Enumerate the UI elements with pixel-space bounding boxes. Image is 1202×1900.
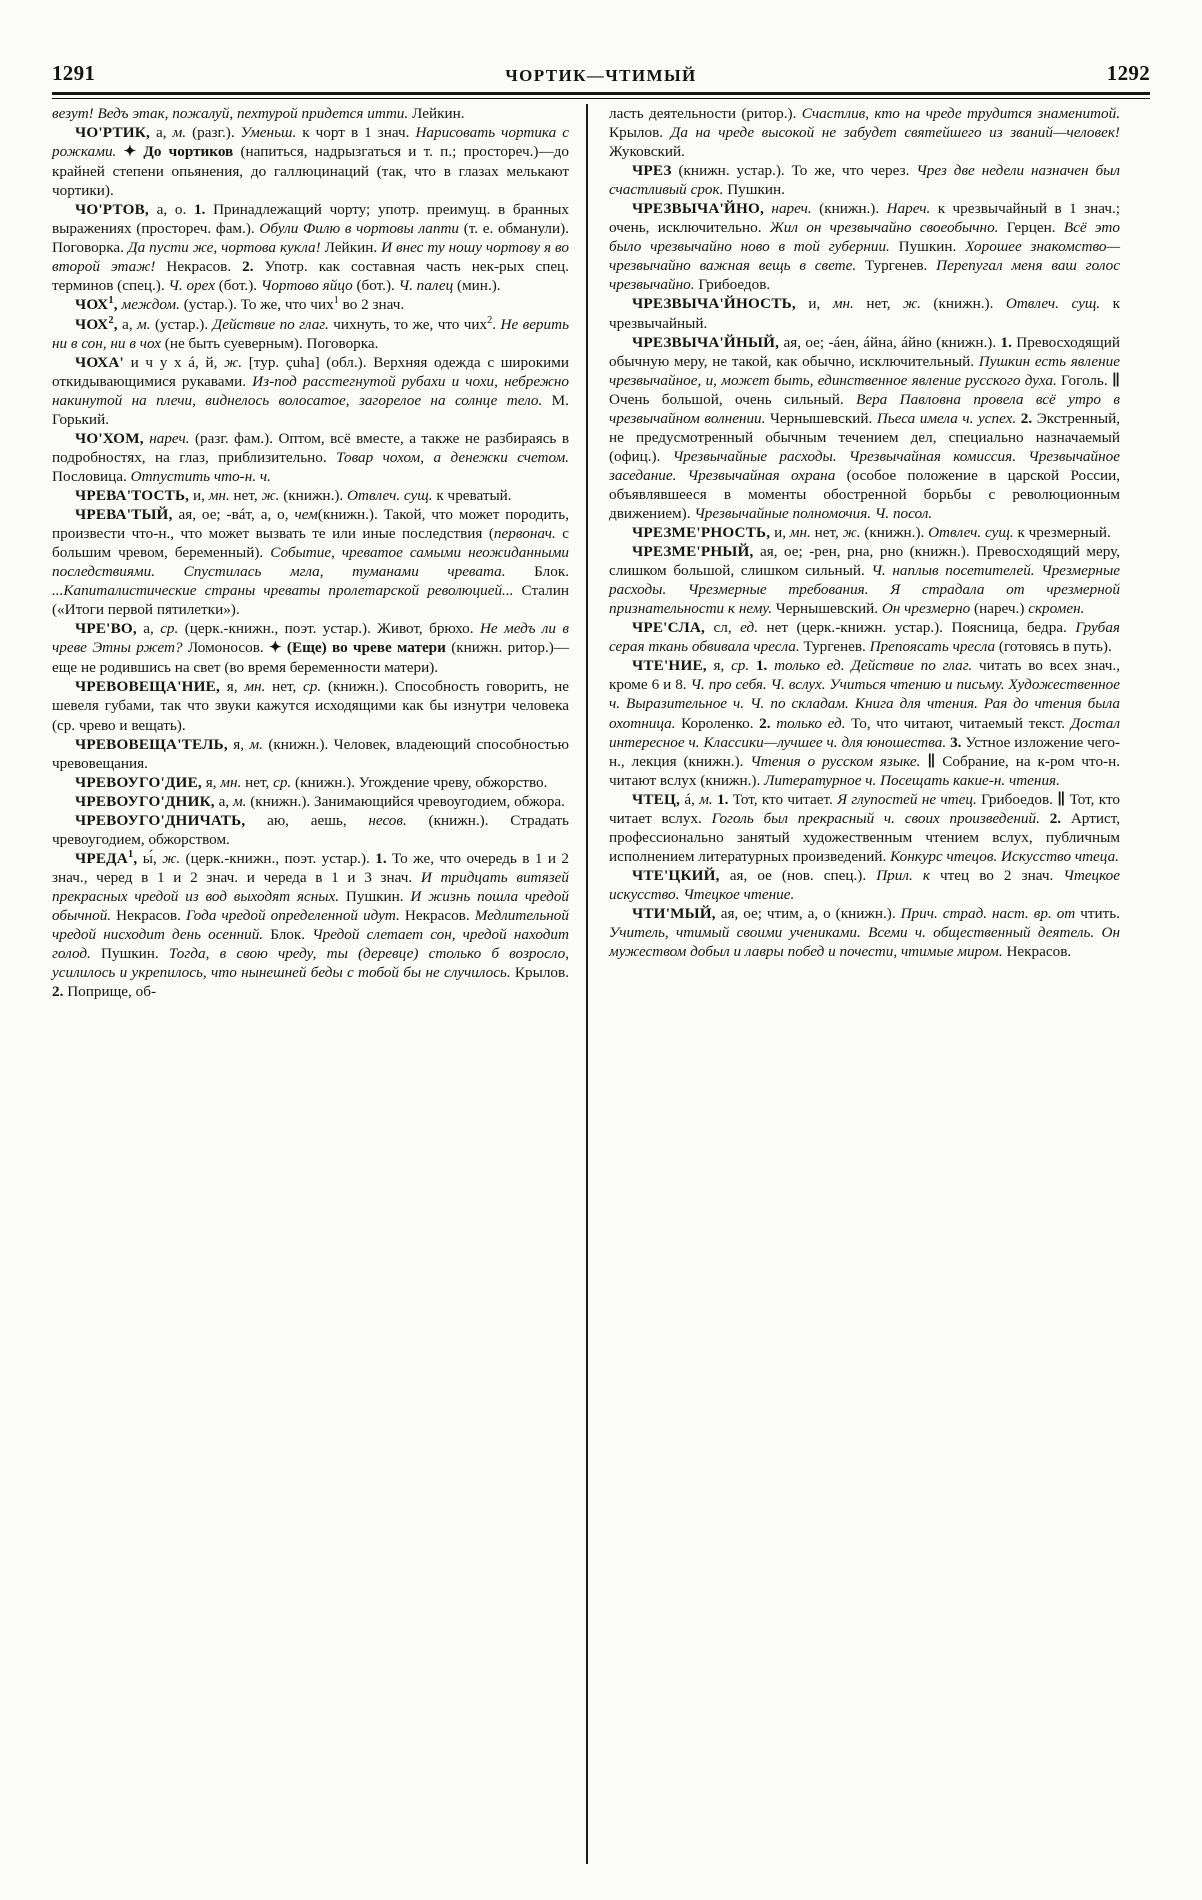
- dictionary-entry: [609, 523, 1120, 542]
- dictionary-entry: [52, 619, 569, 677]
- entry-text: ЧРЕВОВЕЩА'ТЕЛЬ, я, м. (книжн.). Человек, владеющий способностью чревовещания.: [52, 735, 569, 772]
- entry-text: ЧРЕВА'ТЫЙ, ая, ое; -вáт, а, о, чем(книжн.). Такой, что может породить, произвести что-н., что может вызвать те или иные последствия (первонач. с большим чревом, беременный). Событие, чреватое самыми неожиданными последствиями. Спустилась мгла, туманами чревата. Блок. ...Капиталистические страны чреваты пролетарской революцией... Сталин («Итоги первой пятилетки»).: [52, 505, 569, 619]
- column-right: [586, 104, 1120, 1864]
- folio-left: 1291: [52, 61, 96, 85]
- dictionary-entry: [52, 811, 569, 849]
- dictionary-entry: [52, 505, 569, 619]
- dictionary-entry: [609, 866, 1120, 904]
- entry-text: ЧРЕЗВЫЧА'ЙНОСТЬ, и, мн. нет, ж. (книжн.). Отвлеч. сущ. к чрезвычайный.: [609, 295, 1120, 332]
- dictionary-entry: [52, 773, 569, 792]
- dictionary-entry: [52, 353, 569, 429]
- dictionary-entry: [609, 294, 1120, 332]
- entry-text: ЧТИ'МЫЙ, ая, ое; чтим, а, о (книжн.). Прич. страд. наст. вр. от чтить. Учитель, чтимый своими учениками. Всеми ч. общественный деятель. Он мужеством добыл и лавры побед и почести, чтимые миром. Некрасов.: [609, 904, 1120, 961]
- dictionary-entry: [609, 333, 1120, 523]
- dictionary-entry: [52, 486, 569, 505]
- dictionary-entry: [609, 904, 1120, 961]
- entry-text: ЧТЕЦ, á, м. 1. Тот, кто читает. Я глупостей не чтец. Грибоедов. ∥ Тот, кто читает вслух. Гоголь был прекрасный ч. своих произведений. 2. Артист, профессионально занятый художественным чтением вслух, публичным исполнением литературных произведений. Конкурс чтецов. Искусство чтеца.: [609, 790, 1120, 865]
- dictionary-entry: [52, 295, 569, 314]
- entry-text: ЧРЕЗ (книжн. устар.). То же, что через. Чрез две недели назначен был счастливый срок. Пушкин.: [609, 162, 1120, 199]
- entry-text: ЧО'РТИК, а, м. (разг.). Уменьш. к чорт в 1 знач. Нарисовать чортика с рожками. ✦ До чортиков (напиться, надрызгаться и т. п.; простореч.)—до крайней степени опьянения, до галлюцинаций (так, что в глазах мелькают чортики).: [52, 124, 569, 200]
- dictionary-entry: [609, 790, 1120, 866]
- entry-text: ЧТЕ'НИЕ, я, ср. 1. только ед. Действие по глаг. читать во всех знач., кроме 6 и 8. Ч. про себя. Ч. вслух. Учиться чтению и письму. Художественное ч. Выразительное ч. Ч. по складам. Книга для чтения. Рая до чтения была охотница. Короленко. 2. только ед. То, что читают, читаемый текст. Достал интересное ч. Классики—лучшее ч. для юношества. 3. Устное изложение чего-н., лекция (книжн.). Чтения о русском языке. ∥ Собрание, на к-ром что-н. читают вслух (книжн.). Литературное ч. Посещать какие-н. чтения.: [609, 657, 1121, 789]
- entry-text: ЧРЕЗВЫЧА'ЙНО, нареч. (книжн.). Нареч. к чрезвычайный в 1 знач.; очень, исключительно. Жил он чрезвычайно своеобычно. Герцен. Всё это было чрезвычайно ново в той губернии. Пушкин. Хорошее знакомство—чрезвычайно важная вещь в свете. Тургенев. Перепугал меня ваш голос чрезвычайно. Грибоедов.: [609, 200, 1121, 294]
- entry-text: ЧРЕВОУГО'ДИЕ, я, мн. нет, ср. (книжн.). Угождение чреву, обжорство.: [75, 773, 548, 791]
- dictionary-entry: [52, 200, 569, 295]
- dictionary-entry: [609, 542, 1120, 618]
- entry-text: ЧРЕВА'ТОСТЬ, и, мн. нет, ж. (книжн.). Отвлеч. сущ. к чреватый.: [75, 486, 512, 504]
- header-rule: [52, 92, 1150, 99]
- dictionary-entry: [52, 315, 569, 353]
- dictionary-entry: [52, 677, 569, 734]
- dictionary-entry: [609, 161, 1120, 199]
- entry-text: ЧРЕВОУГО'ДНИК, а, м. (книжн.). Занимающийся чревоугодием, обжора.: [75, 792, 565, 810]
- entry-text: ЧТЕ'ЦКИЙ, ая, ое (нов. спец.). Прил. к чтец во 2 знач. Чтецкое искусство. Чтецкое чтение.: [609, 866, 1120, 903]
- column-left: [52, 104, 586, 1864]
- entry-text: ЧОХ$^2$, а, м. (устар.). Действие по глаг. чихнуть, то же, что чих$^2$. Не верить ни в сон, ни в чох (не быть суеверным). Поговорка.: [52, 314, 570, 352]
- running-head: [52, 52, 1150, 86]
- entry-text: ЧОХ$^1$, междом. (устар.). То же, что чих$^1$ во 2 знач.: [75, 295, 405, 314]
- entry-text: ЧРЕВОВЕЩА'НИЕ, я, мн. нет, ср. (книжн.). Способность говорить, не шевеля губами, так что звуки кажутся исходящими как бы изнутри человека (ср. чрево и вещать).: [52, 678, 569, 734]
- entry-text: ЧОХА' и ч у х á, й, ж. [тур. çuha] (обл.). Верхняя одежда с широкими откидывающимися рукавами. Из-под расстегнутой рубахи и чохи, небрежно накинутой на плечи, виднелось волосатое, загорелое на солнце тело. М. Горький.: [52, 353, 569, 428]
- dictionary-entry: [609, 199, 1120, 294]
- entry-text: ЧРЕДА$^1$, ы́, ж. (церк.-книжн., поэт. устар.). 1. То же, что очередь в 1 и 2 знач., черед в 1 и 2 знач. и череда в 1 и 3 знач. И тридцать витязей прекрасных чредой из вод выходят ясных. Пушкин. И жизнь пошла чредой обычной. Некрасов. Года чредой определенной идут. Некрасов. Медлительной чредой нисходит день осенний. Блок. Чредой слетает сон, чредой находит голод. Пушкин. Тогда, в свою чреду, ты (деревце) столько б возросло, усилилось и укрепилось, что нынешней беды с тобой бы не случилось. Крылов. 2. Поприще, об-: [52, 848, 570, 1001]
- dictionary-entry: [52, 123, 569, 200]
- entry-text: ЧРЕ'ВО, а, ср. (церк.-книжн., поэт. устар.). Живот, брюхо. Не медъ ли в чреве Этны ржет? Ломоносов. ✦ (Еще) во чреве матери (книжн. ритор.)—еще не родившись на свет (во время беременности матери).: [52, 620, 570, 677]
- dictionary-entry: [52, 792, 569, 811]
- entry-text: ЧО'ХОМ, нареч. (разг. фам.). Оптом, всё вместе, а также не разбираясь в подробностях, на глаз, приблизительно. Товар чохом, а денежки счетом. Пословица. Отпустить что-н. ч.: [52, 429, 569, 485]
- dictionary-entry: [52, 735, 569, 773]
- dictionary-entry: [609, 618, 1120, 656]
- entry-text: ЧРЕ'СЛА, сл, ед. нет (церк.-книжн. устар.). Поясница, бедра. Грубая серая ткань обвивала чресла. Тургенев. Препоясать чресла (готовясь в путь).: [609, 619, 1120, 656]
- entry-continuation: [52, 104, 569, 123]
- continuation-text: везут! Ведъ этак, пожалуй, пехтурой придется итти. Лейкин.: [52, 105, 465, 122]
- dictionary-entry: [609, 656, 1120, 789]
- entry-text: ЧРЕЗМЕ'РНОСТЬ, и, мн. нет, ж. (книжн.). Отвлеч. сущ. к чрезмерный.: [632, 524, 1111, 542]
- continuation-text: ласть деятельности (ритор.). Счастлив, кто на чреде трудится знаменитой. Крылов. Да на чреде высокой не забудет святейшего из званий—человек! Жуковский.: [609, 105, 1121, 161]
- text-columns: [52, 104, 1150, 1864]
- folio-right: 1292: [1106, 61, 1150, 85]
- entry-text: ЧРЕЗМЕ'РНЫЙ, ая, ое; -рен, рна, рно (книжн.). Превосходящий меру, слишком большой, слишком сильный. Ч. наплыв посетителей. Чрезмерные расходы. Чрезмерные требования. Я страдала от чрезмерной признательности к нему. Чернышевский. Он чрезмерно (нареч.) скромен.: [609, 543, 1120, 618]
- entry-text: ЧО'РТОВ, а, о. 1. Принадлежащий чорту; употр. преимущ. в бранных выражениях (простореч. фам.). Обули Филю в чортовы лапти (т. е. обманули). Поговорка. Да пусти же, чортова кукла! Лейкин. И внес ту ношу чортову я во второй этаж! Некрасов. 2. Употр. как составная часть нек-рых спец. терминов (спец.). Ч. орех (бот.). Чортово яйцо (бот.). Ч. палец (мин.).: [52, 201, 570, 295]
- entry-continuation: [609, 104, 1120, 161]
- running-head-title: ЧОРТИК—ЧТИМЫЙ: [505, 66, 697, 85]
- dictionary-entry: [52, 429, 569, 486]
- entry-text: ЧРЕВОУГО'ДНИЧАТЬ, аю, аешь, несов. (книжн.). Страдать чревоугодием, обжорством.: [52, 811, 569, 848]
- dictionary-entry: [52, 849, 569, 1001]
- entry-text: ЧРЕЗВЫЧА'ЙНЫЙ, ая, ое; -áен, áйна, áйно (книжн.). 1. Превосходящий обычную меру, не такой, как обычно, исключительный. Пушкин есть явление чрезвычайное, и, может быть, единственное явление русского духа. Гоголь. ∥ Очень большой, очень сильный. Вера Павловна провела всё утро в чрезвычайном волнении. Чернышевский. Пьеса имела ч. успех. 2. Экстренный, не предусмотренный обычным течением дел, специально назначаемый (офиц.). Чрезвычайные расходы. Чрезвычайная комиссия. Чрезвычайное заседание. Чрезвычайная охрана (особое положение в царской России, объявлявшееся в моменты обостренной борьбы с революционным движением). Чрезвычайные полномочия. Ч. посол.: [609, 333, 1121, 522]
